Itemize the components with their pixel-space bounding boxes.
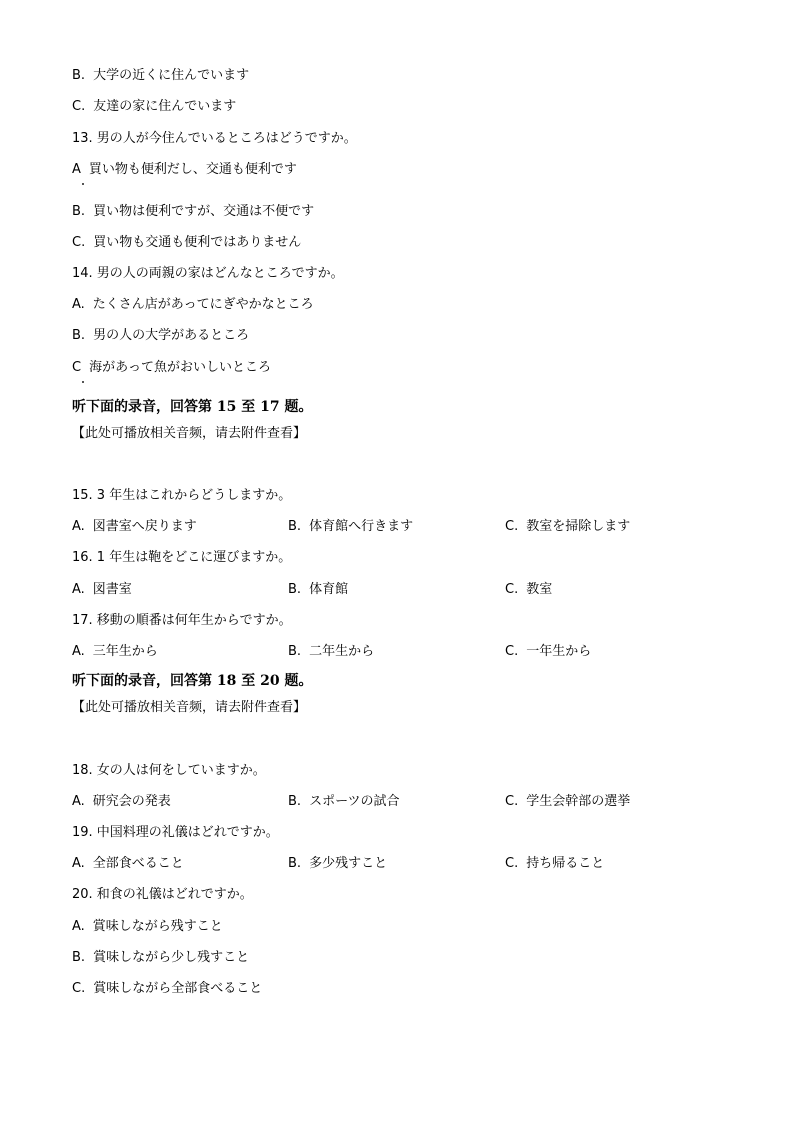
option-text: 教室 <box>526 582 553 597</box>
option-label: A. <box>72 644 85 659</box>
option-text: 大学の近くに住んでいます <box>93 68 250 83</box>
q15-option-a <box>72 519 197 535</box>
q16-option-b <box>288 582 348 598</box>
option-label: B. <box>288 519 302 534</box>
option-label: B. <box>288 794 302 809</box>
option-label: B. <box>288 856 302 871</box>
q18-option-a <box>72 794 171 810</box>
section-heading-15-17: 听下面的录音，回答第 15 至 17 题。 <box>72 399 313 415</box>
q19-option-a <box>72 856 184 872</box>
option-text: 持ち帰ること <box>526 856 605 871</box>
option-text: 学生会幹部の選挙 <box>526 794 631 809</box>
q16-option-c <box>505 582 552 598</box>
q20-option-a <box>72 919 223 935</box>
option-label: B. <box>72 950 86 965</box>
q19-option-c <box>505 856 604 872</box>
option-label: B. <box>288 582 302 597</box>
option-text: 買い物も交通も便利ではありません <box>93 235 302 250</box>
option-label: A. <box>72 794 85 809</box>
q16-question: 16. 1 年生は鞄をどこに運びますか。 <box>72 550 292 565</box>
q14-question: 14. 男の人の両親の家はどんなところですか。 <box>72 266 344 281</box>
q15-option-c <box>505 519 630 535</box>
option-text: 一年生から <box>526 644 592 659</box>
option-text: 多少残すこと <box>309 856 388 871</box>
option-text: 二年生から <box>309 644 375 659</box>
option-text: 三年生から <box>92 644 158 659</box>
q16-option-a <box>72 582 132 598</box>
option-label: C. <box>72 981 86 996</box>
stray-dot <box>82 381 84 383</box>
option-text: 教室を掃除します <box>526 519 631 534</box>
option-label: C. <box>505 794 519 809</box>
option-label: B. <box>72 204 86 219</box>
option-label: C. <box>505 856 519 871</box>
option-label: A. <box>72 856 85 871</box>
option-text: 体育館 <box>309 582 349 597</box>
q13-option-a <box>72 162 297 178</box>
option-text: 買い物も便利だし、交通も便利です <box>88 162 297 177</box>
option-label: C. <box>505 582 519 597</box>
q18-question: 18. 女の人は何をしていますか。 <box>72 763 266 778</box>
option-label: A <box>72 162 81 177</box>
option-text: 男の人の大学があるところ <box>93 328 250 343</box>
option-label: B. <box>72 68 86 83</box>
q17-option-c <box>505 644 591 660</box>
option-text: 図書室 <box>92 582 132 597</box>
option-label: C. <box>72 99 86 114</box>
option-label: C. <box>505 644 519 659</box>
q13-option-c <box>72 235 301 251</box>
q17-option-b <box>288 644 374 660</box>
audio-note-link[interactable]: 【此处可播放相关音频，请去附件查看】 <box>72 700 307 715</box>
option-text: スポーツの試合 <box>309 794 400 809</box>
q20-question: 20. 和食の礼儀はどれですか。 <box>72 887 253 902</box>
option-label: C. <box>72 235 86 250</box>
option-text: 賞味しながら少し残すこと <box>93 950 250 965</box>
stray-dot <box>82 183 84 185</box>
q12-option-b <box>72 68 249 84</box>
section-heading-18-20: 听下面的录音，回答第 18 至 20 题。 <box>72 673 313 689</box>
option-text: 賞味しながら全部食べること <box>93 981 263 996</box>
q15-question: 15. 3 年生はこれからどうしますか。 <box>72 488 292 503</box>
q19-option-b <box>288 856 387 872</box>
option-text: たくさん店があってにぎやかなところ <box>92 297 314 312</box>
q13-option-b <box>72 204 314 220</box>
option-text: 賞味しながら残すこと <box>92 919 223 934</box>
q17-question: 17. 移動の順番は何年生からですか。 <box>72 613 292 628</box>
option-text: 図書室へ戻ります <box>92 519 197 534</box>
option-text: 買い物は便利ですが、交通は不便です <box>93 204 315 219</box>
q15-option-b <box>288 519 413 535</box>
q12-option-c <box>72 99 236 115</box>
q18-option-c <box>505 794 630 810</box>
option-label: A. <box>72 519 85 534</box>
option-label: B. <box>288 644 302 659</box>
q20-option-c <box>72 981 262 997</box>
q20-option-b <box>72 950 249 966</box>
q14-option-a <box>72 297 314 313</box>
option-label: C <box>72 360 82 375</box>
option-text: 海があって魚がおいしいところ <box>89 360 271 375</box>
option-label: A. <box>72 582 85 597</box>
option-text: 友達の家に住んでいます <box>93 99 237 114</box>
option-label: C. <box>505 519 519 534</box>
option-label: B. <box>72 328 86 343</box>
option-text: 研究会の発表 <box>92 794 171 809</box>
q13-question: 13. 男の人が今住んでいるところはどうですか。 <box>72 131 357 146</box>
q14-option-c <box>72 360 271 376</box>
q19-question: 19. 中国料理の礼儀はどれですか。 <box>72 825 279 840</box>
option-label: A. <box>72 919 85 934</box>
audio-note-link[interactable]: 【此处可播放相关音频，请去附件查看】 <box>72 426 307 441</box>
option-text: 体育館へ行きます <box>309 519 414 534</box>
q17-option-a <box>72 644 158 660</box>
q14-option-b <box>72 328 249 344</box>
option-text: 全部食べること <box>92 856 184 871</box>
q18-option-b <box>288 794 400 810</box>
option-label: A. <box>72 297 85 312</box>
